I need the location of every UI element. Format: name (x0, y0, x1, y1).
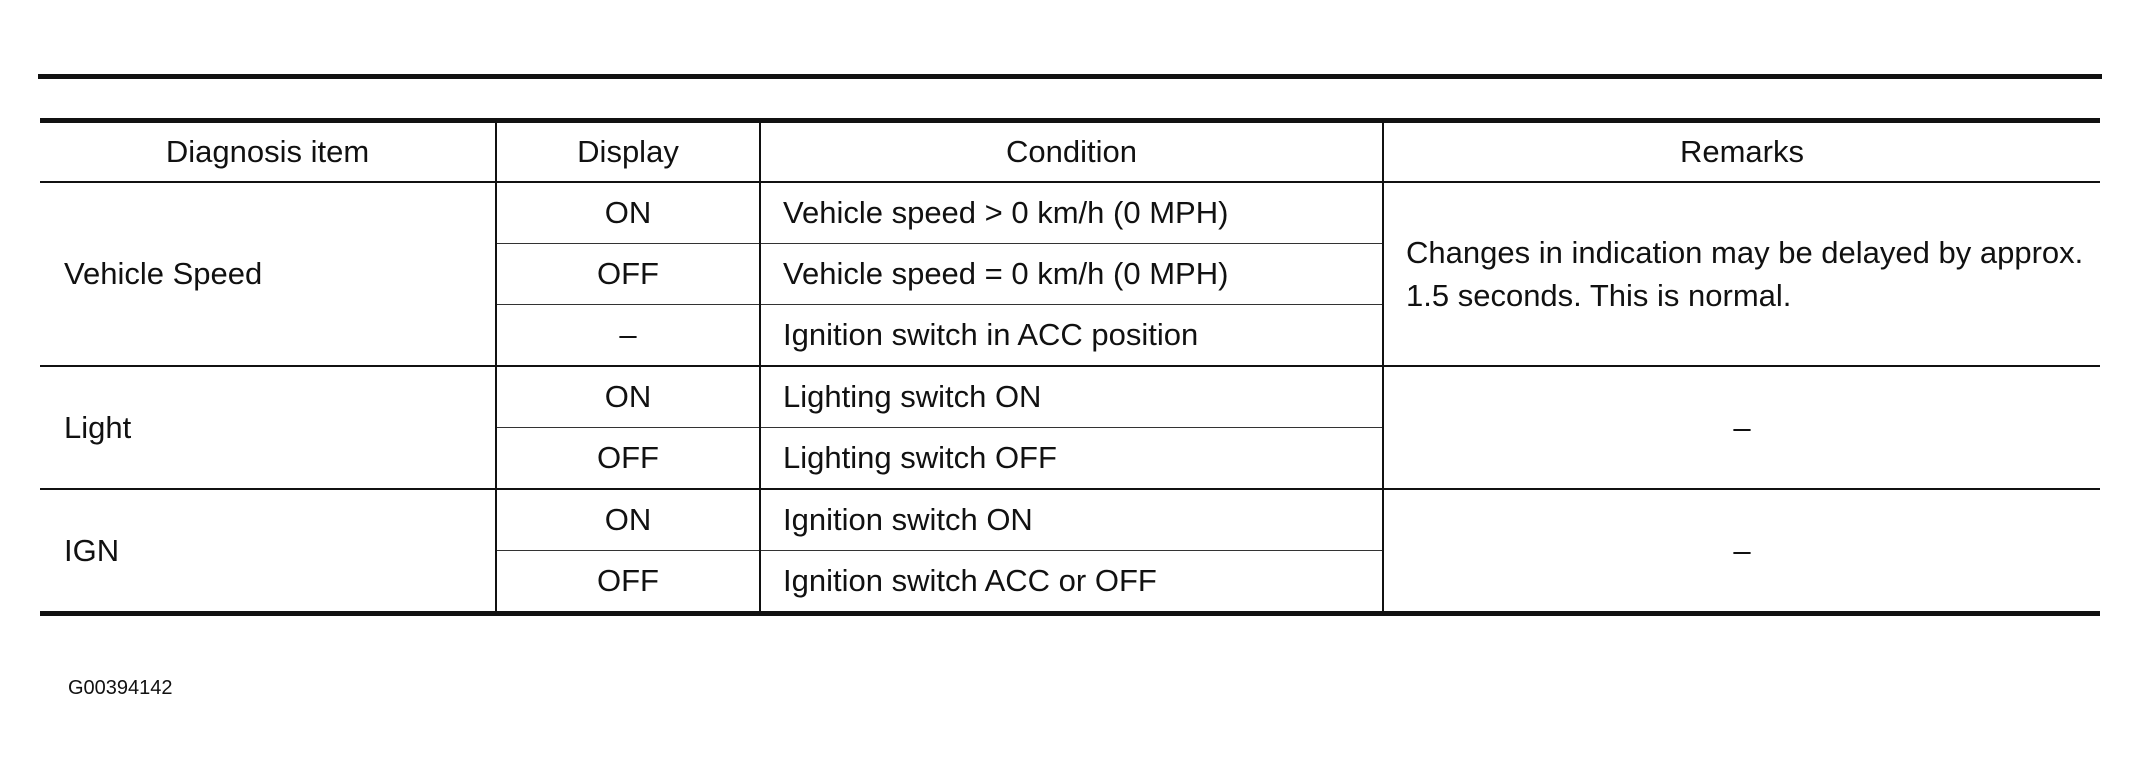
header-row (40, 121, 2100, 183)
remarks-light: – (1383, 366, 2100, 489)
display-cell: OFF (496, 428, 760, 490)
remarks-vehicle-speed: Changes in indication may be delayed by approx. 1.5 seconds. This is normal. (1383, 182, 2100, 366)
condition-cell: Lighting switch ON (760, 366, 1383, 428)
condition-cell: Ignition switch ON (760, 489, 1383, 551)
condition-cell: Vehicle speed = 0 km/h (0 MPH) (760, 244, 1383, 305)
display-cell: ON (496, 489, 760, 551)
condition-cell: Ignition switch in ACC position (760, 305, 1383, 367)
table-row (40, 182, 2100, 244)
display-cell: OFF (496, 551, 760, 614)
condition-cell: Vehicle speed > 0 km/h (0 MPH) (760, 182, 1383, 244)
table-row (40, 489, 2100, 551)
item-vehicle-speed: Vehicle Speed (40, 182, 496, 366)
display-cell: – (496, 305, 760, 367)
condition-cell: Ignition switch ACC or OFF (760, 551, 1383, 614)
top-rule (38, 74, 2102, 79)
item-ign: IGN (40, 489, 496, 614)
display-cell: ON (496, 366, 760, 428)
figure-id: G00394142 (68, 677, 173, 699)
header-diagnosis-item: Diagnosis item (40, 121, 496, 183)
header-display: Display (496, 121, 760, 183)
header-remarks: Remarks (1383, 121, 2100, 183)
diagnosis-table (40, 118, 2100, 616)
display-cell: OFF (496, 244, 760, 305)
remarks-ign: – (1383, 489, 2100, 614)
item-light: Light (40, 366, 496, 489)
header-condition: Condition (760, 121, 1383, 183)
display-cell: ON (496, 182, 760, 244)
condition-cell: Lighting switch OFF (760, 428, 1383, 490)
table-row (40, 366, 2100, 428)
